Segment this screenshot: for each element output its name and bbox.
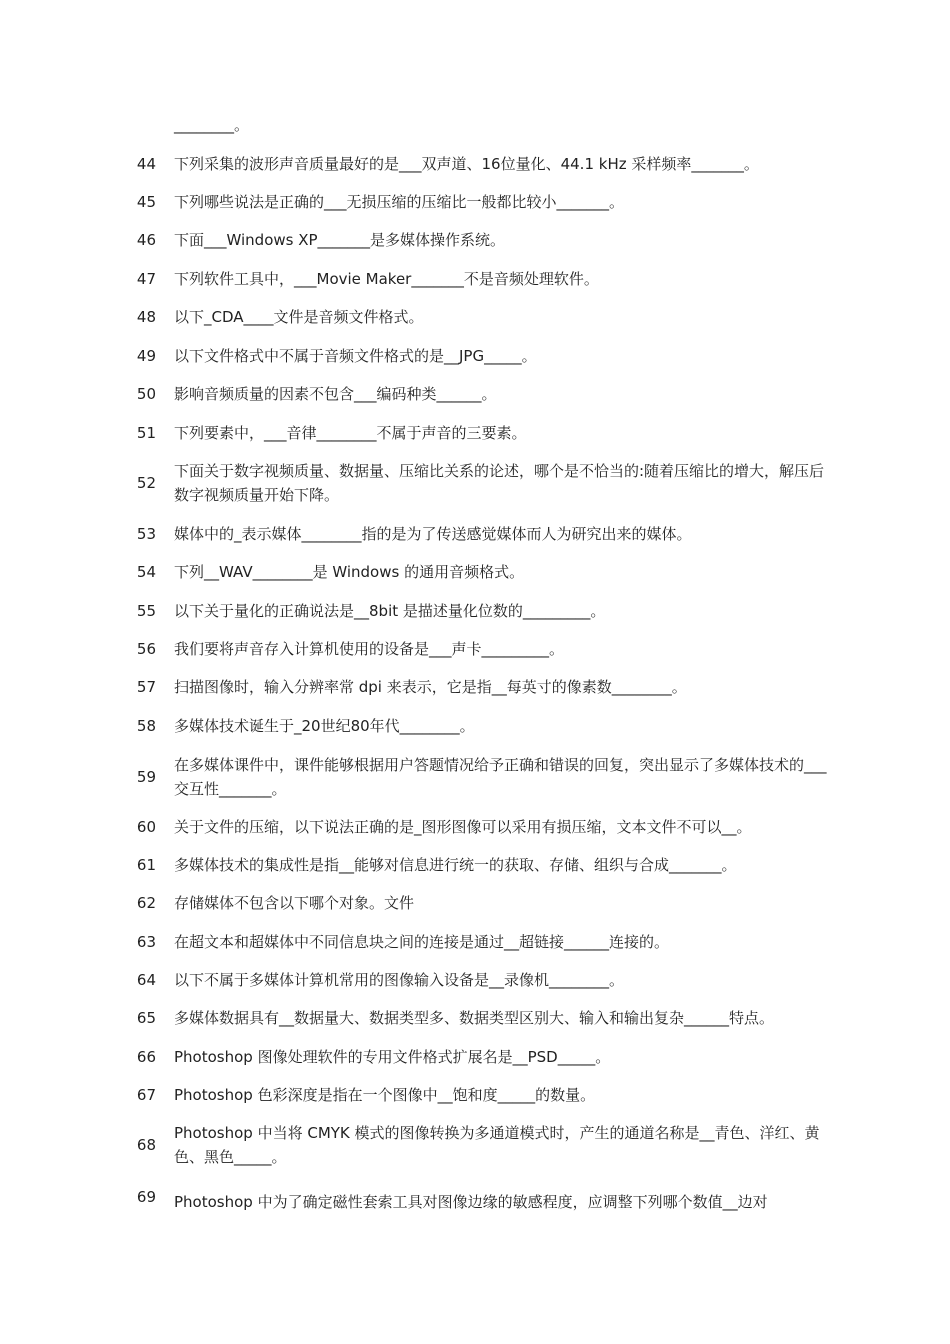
question-text: 多媒体数据具有__数据量大、数据类型多、数据类型区别大、输入和输出复杂______特点。 (174, 1009, 775, 1027)
leading-fragment: ________。 (174, 116, 250, 134)
question-text: 以下文件格式中不属于音频文件格式的是__JPG_____。 (174, 347, 537, 365)
question-number: 69 (136, 1188, 156, 1206)
question-text: 下列采集的波形声音质量最好的是___双声道、16位量化、44.1 kHz 采样频率_______。 (174, 155, 759, 173)
question-text: 多媒体技术的集成性是指__能够对信息进行统一的获取、存储、组织与合成_______。 (174, 856, 737, 874)
question-number: 58 (136, 717, 156, 735)
question-text: 下列软件工具中，___Movie Maker_______不是音频处理软件。 (174, 270, 599, 288)
question-text: 在多媒体课件中，课件能够根据用户答题情况给予正确和错误的回复，突出显示了多媒体技术的___交互性_______。 (174, 756, 827, 798)
question-number: 46 (136, 231, 156, 249)
question-text: 下列要素中，___音律________不属于声音的三要素。 (174, 424, 527, 442)
question-text: 存储媒体不包含以下哪个对象。文件 (174, 894, 415, 912)
question-number: 53 (136, 525, 156, 543)
question-text: 以下关于量化的正确说法是__8bit 是描述量化位数的_________。 (174, 602, 606, 620)
question-text: Photoshop 中为了确定磁性套索工具对图像边缘的敏感程度，应调整下列哪个数值__边对 (174, 1193, 768, 1211)
question-number: 59 (136, 768, 156, 786)
question-text: 在超文本和超媒体中不同信息块之间的连接是通过__超链接______连接的。 (174, 933, 670, 951)
question-number: 57 (136, 678, 156, 696)
question-number: 64 (136, 971, 156, 989)
question-number: 45 (136, 193, 156, 211)
question-text: 多媒体技术诞生于_20世纪80年代________。 (174, 717, 475, 735)
question-number: 61 (136, 856, 156, 874)
question-number: 52 (136, 474, 156, 492)
question-number: 48 (136, 308, 156, 326)
question-number: 66 (136, 1048, 156, 1066)
question-text: 扫描图像时，输入分辨率常 dpi 来表示，它是指__每英寸的像素数________。 (174, 678, 687, 696)
question-number: 55 (136, 602, 156, 620)
question-text: 以下不属于多媒体计算机常用的图像输入设备是__录像机________。 (174, 971, 625, 989)
question-text: 以下_CDA____文件是音频文件格式。 (174, 308, 424, 326)
question-text: 下列__WAV________是 Windows 的通用音频格式。 (174, 563, 525, 581)
question-text: 媒体中的_表示媒体________指的是为了传送感觉媒体而人为研究出来的媒体。 (174, 525, 692, 543)
question-number: 67 (136, 1086, 156, 1104)
question-number: 44 (136, 155, 156, 173)
question-number: 65 (136, 1009, 156, 1027)
question-text: 下列哪些说法是正确的___无损压缩的压缩比一般都比较小_______。 (174, 193, 625, 211)
question-text: 下面___Windows XP_______是多媒体操作系统。 (174, 231, 506, 249)
question-text: 我们要将声音存入计算机使用的设备是___声卡_________。 (174, 640, 565, 658)
question-number: 49 (136, 347, 156, 365)
question-number: 68 (136, 1136, 156, 1154)
question-number: 62 (136, 894, 156, 912)
question-text: Photoshop 图像处理软件的专用文件格式扩展名是__PSD_____。 (174, 1048, 611, 1066)
question-number: 54 (136, 563, 156, 581)
question-text: Photoshop 色彩深度是指在一个图像中__饱和度_____的数量。 (174, 1086, 596, 1104)
question-text: Photoshop 中当将 CMYK 模式的图像转换为多通道模式时，产生的通道名称是__青色、洋红、黄色、黑色_____。 (174, 1124, 820, 1166)
question-number: 63 (136, 933, 156, 951)
question-number: 56 (136, 640, 156, 658)
question-text: 影响音频质量的因素不包含___编码种类______。 (174, 385, 497, 403)
question-number: 47 (136, 270, 156, 288)
question-text: 关于文件的压缩，以下说法正确的是_图形图像可以采用有损压缩，文本文件不可以__。 (174, 818, 752, 836)
question-number: 51 (136, 424, 156, 442)
question-number: 60 (136, 818, 156, 836)
question-text: 下面关于数字视频质量、数据量、压缩比关系的论述，哪个是不恰当的:随着压缩比的增大，解压后数字视频质量开始下降。 (174, 462, 825, 504)
question-number: 50 (136, 385, 156, 403)
